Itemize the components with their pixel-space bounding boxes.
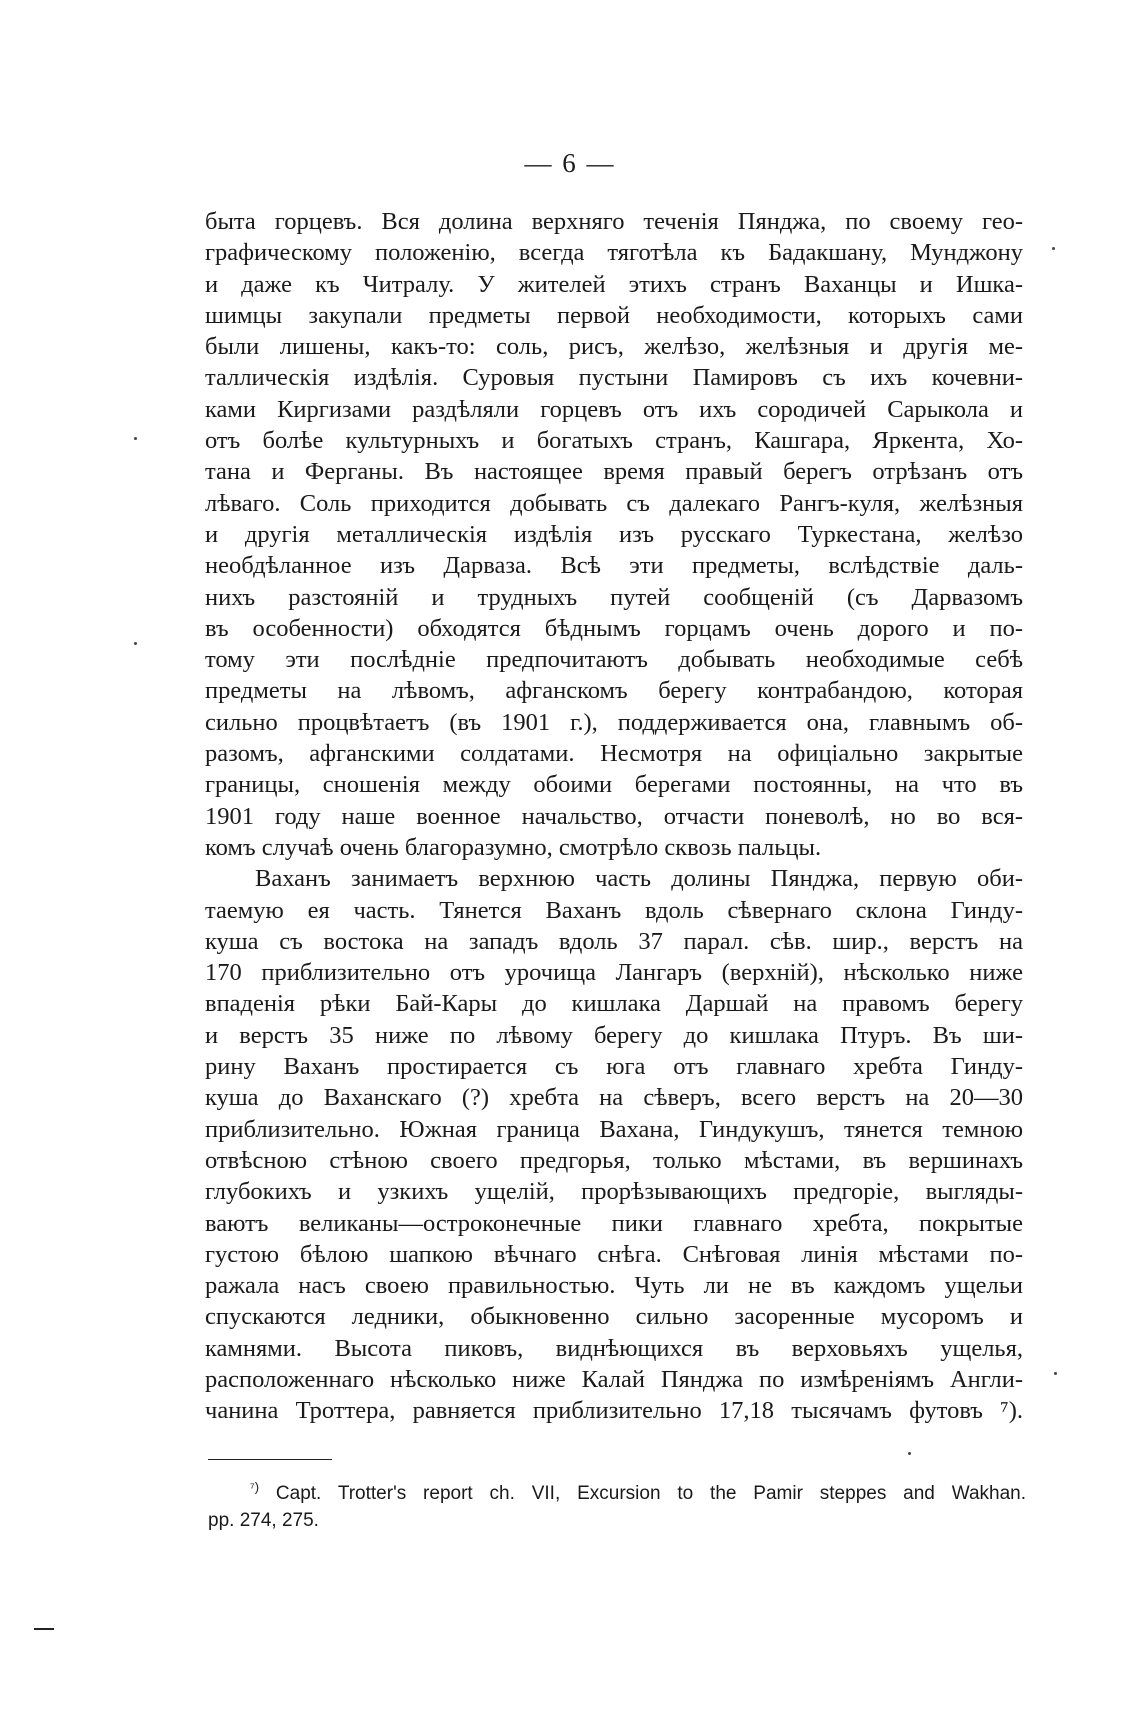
footnote-divider [208,1459,332,1460]
text-line: Ваханъ занимаетъ верхнюю часть долины Пянджа, первую оби- [255,865,1023,893]
text-line: лѣваго. Соль приходится добывать съ далекаго Рангъ-куля, желѣзныя [205,489,1023,517]
scan-speck [1052,247,1055,250]
scan-speck [1054,1372,1057,1375]
text-line: чанина Троттера, равняется приблизительно 17,18 тысячамъ футовъ ⁷). [205,1397,1023,1425]
text-line: тана и Ферганы. Въ настоящее время правый берегъ отрѣзанъ отъ [205,458,1023,486]
text-line: спускаются ледники, обыкновенно сильно засоренные мусоромъ и [205,1303,1023,1331]
text-line: таемую ея часть. Тянется Ваханъ вдоль сѣвернаго склона Гинду- [205,896,1023,924]
text-line: таллическія издѣлія. Суровыя пустыни Памировъ съ ихъ кочевни- [205,364,1023,392]
page-number: — 6 — [524,148,616,178]
text-line: границы, сношенія между обоими берегами постоянны, на что въ [205,771,1023,799]
text-line: куша до Ваханскаго (?) хребта на сѣверъ, всего верстъ на 20—30 [205,1084,1023,1112]
text-line: сильно процвѣтаетъ (въ 1901 г.), поддерживается она, главнымъ об- [205,708,1023,736]
text-line: 1901 году наше военное начальство, отчасти поневолѣ, но во вся- [205,802,1023,830]
text-line: и другія металлическія издѣлія изъ русскаго Туркестана, желѣзо [205,520,1023,548]
footnote-text: Capt. Trotter's report ch. VII, Excursion to the Pamir steppes and Wakhan. [275,1483,1026,1504]
text-line: были лишены, какъ-то: соль, рисъ, желѣзо, желѣзныя и другія ме- [205,333,1023,361]
text-line: ваютъ великаны—остроконечные пики главнаго хребта, покрытые [205,1209,1023,1237]
paragraph-2 [205,863,1023,1426]
body-text [205,206,1023,1427]
paragraph-1 [205,206,1023,863]
text-line: необдѣланное изъ Дарваза. Всѣ эти предметы, вслѣдствіе даль- [205,552,1023,580]
text-line: разомъ, афганскими солдатами. Несмотря на офиціально закрытые [205,740,1023,768]
text-line: предметы на лѣвомъ, афганскомъ берегу контрабандою, которая [205,677,1023,705]
scan-speck [908,1452,911,1455]
text-line: графическому положенію, всегда тяготѣла къ Бадакшану, Мунджону [205,239,1023,267]
text-line: отвѣсною стѣною своего предгорья, только мѣстами, въ вершинахъ [205,1146,1023,1174]
text-line: комъ случаѣ очень благоразумно, смотрѣло сквозь пальцы. [205,833,822,861]
text-line: ками Киргизами раздѣляли горцевъ отъ ихъ сородичей Сарыкола и [205,395,1023,423]
text-line: шимцы закупали предметы первой необходимости, которыхъ сами [205,301,1023,329]
text-line: камнями. Высота пиковъ, виднѣющихся въ верховьяхъ ущелья, [205,1334,1023,1362]
text-line: расположеннаго нѣсколько ниже Калай Пянджа по измѣреніямъ Англи- [205,1365,1023,1393]
footnote-line-1 [208,1480,1026,1507]
text-line: и даже къ Читралу. У жителей этихъ странъ Ваханцы и Ишка- [205,270,1023,298]
text-line: рину Ваханъ простирается съ юга отъ главнаго хребта Гинду- [205,1053,1023,1081]
scan-mark [34,1628,54,1630]
text-line: глубокихъ и узкихъ ущелій, прорѣзывающихъ предгоріе, выгляды- [205,1178,1023,1206]
text-line: въ особенности) обходятся бѣднымъ горцамъ очень дорого и по- [205,614,1023,642]
text-line: и верстъ 35 ниже по лѣвому берегу до кишлака Птуръ. Въ ши- [205,1021,1023,1049]
text-line: быта горцевъ. Вся долина верхняго теченія Пянджа, по своему гео- [205,208,1023,235]
footnote-line-2: pp. 274, 275. [208,1510,319,1531]
scan-speck [134,437,137,440]
text-line: 170 приблизительно отъ урочища Лангаръ (верхній), нѣсколько ниже [205,959,1023,987]
text-line: куша съ востока на западъ вдоль 37 парал. сѣв. шир., верстъ на [205,927,1023,955]
text-line: тому эти послѣдніе предпочитаютъ добывать необходимые себѣ [205,646,1023,674]
footnote [208,1480,1026,1534]
text-line: ражала насъ своею правильностью. Чуть ли не въ каждомъ ущельи [205,1272,1023,1300]
text-line: густою бѣлою шапкою вѣчнаго снѣга. Снѣговая линія мѣстами по- [205,1240,1023,1268]
text-line: приблизительно. Южная граница Вахана, Гиндукушъ, тянется темною [205,1115,1023,1143]
text-line: отъ болѣе культурныхъ и богатыхъ странъ, Кашгара, Яркента, Хо- [205,427,1023,455]
scan-speck [134,642,137,645]
text-line: нихъ разстояній и трудныхъ путей сообщеній (съ Дарвазомъ [205,583,1023,611]
text-line: впаденія рѣки Бай-Кары до кишлака Даршай на правомъ берегу [205,990,1023,1018]
footnote-marker: ⁷) [250,1479,260,1495]
